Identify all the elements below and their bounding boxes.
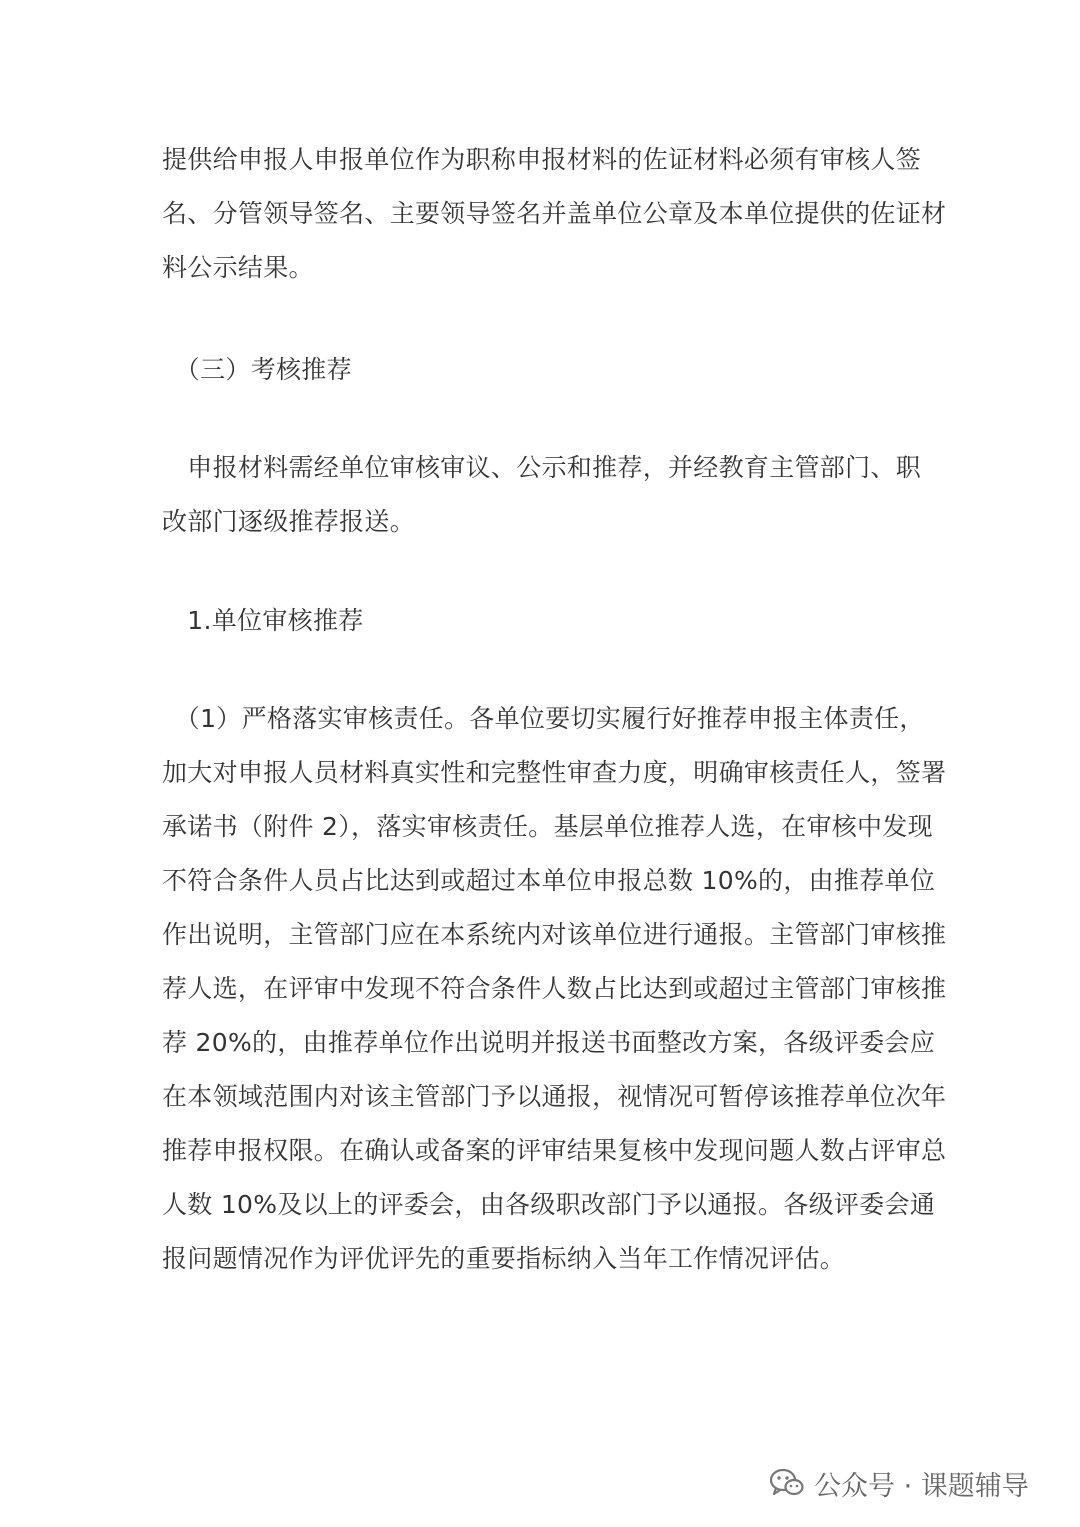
text-line: 荐人选，在评审中发现不符合条件人数占比达到或超过主管部门审核推 [162,974,947,1003]
subsection-heading [162,594,920,648]
text-line: 加大对申报人员材料真实性和完整性审查力度，明确审核责任人，签署 [162,758,947,787]
text-line: 改部门逐级推荐报送。 [162,507,416,536]
text-line: 人数 10%及以上的评委会，由各级职改部门予以通报。各级评委会通 [162,1190,936,1219]
text-line: 在本领域范围内对该主管部门予以通报，视情况可暂停该推荐单位次年 [162,1082,947,1111]
text-line: 报问题情况作为评优评先的重要指标纳入当年工作情况评估。 [162,1244,846,1273]
text-line: 提供给申报人申报单位作为职称申报材料的佐证材料必须有审核人签 [162,145,922,174]
paragraph-continuation [162,133,947,295]
text-line: 料公示结果。 [162,253,314,282]
watermark-label: 公众号 · 课题辅导 [814,1470,1029,1502]
section-heading-text: （三）考核推荐 [162,355,352,384]
watermark [770,1455,1029,1511]
text-line: 申报材料需经单位审核审议、公示和推荐，并经教育主管部门、职 [162,453,922,482]
text-line: （1）严格落实审核责任。各单位要切实履行好推荐申报主体责任， [162,704,925,733]
text-line: 名、分管领导签名、主要领导签名并盖单位公章及本单位提供的佐证材 [162,199,947,228]
text-line: 不符合条件人员占比达到或超过本单位申报总数 10%的，由推荐单位 [162,866,936,895]
text-line: 作出说明，主管部门应在本系统内对该单位进行通报。主管部门审核推 [162,920,947,949]
subsection-heading-text: 1.单位审核推荐 [162,606,364,635]
wechat-icon [770,1468,804,1498]
paragraph-item-1 [162,692,947,1286]
text-line: 推荐申报权限。在确认或备案的评审结果复核中发现问题人数占评审总 [162,1136,947,1165]
section-heading [162,343,920,397]
text-line: 承诺书（附件 2），落实审核责任。基层单位推荐人选，在审核中发现 [162,812,933,841]
paragraph-section-intro [162,441,920,549]
text-line: 荐 20%的，由推荐单位作出说明并报送书面整改方案，各级评委会应 [162,1028,936,1057]
